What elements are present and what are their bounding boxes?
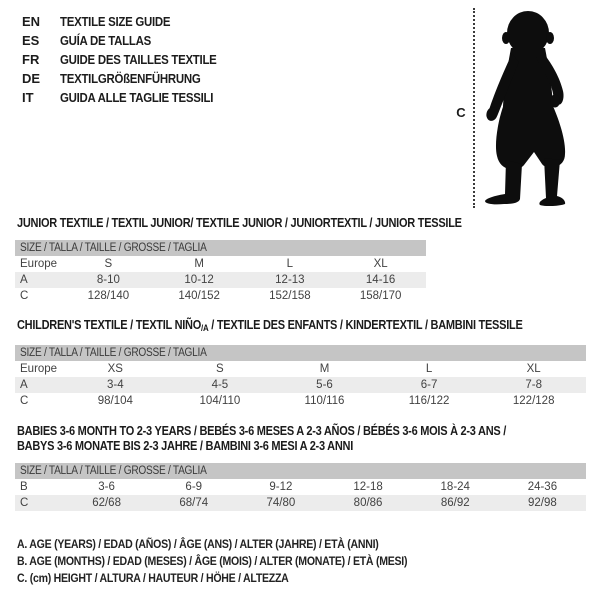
size-header-text: SIZE / TALLA / TAILLE / GRÖSSE / TAGLIA <box>20 347 207 359</box>
size-cell: 80/86 <box>353 497 383 509</box>
size-cell: S <box>104 258 113 270</box>
size-cell: 140/152 <box>178 290 220 302</box>
size-cell: 6-9 <box>185 481 203 493</box>
size-cell: 4-5 <box>211 379 229 391</box>
size-cell: 110/116 <box>304 395 345 407</box>
size-header-text: SIZE / TALLA / TAILLE / GRÖSSE / TAGLIA <box>20 465 207 477</box>
language-code: IT <box>22 90 34 105</box>
size-cell: 92/98 <box>528 497 557 509</box>
table-row <box>15 272 426 288</box>
size-cell: 8-10 <box>96 274 120 286</box>
size-cell: M <box>194 258 204 270</box>
size-cell: L <box>425 363 433 375</box>
table-row <box>15 361 586 377</box>
size-cell: 12-13 <box>275 274 305 286</box>
size-cell: XS <box>107 363 123 375</box>
size-cell: 158/170 <box>359 290 402 302</box>
row-label: A <box>20 379 28 391</box>
table-row <box>15 495 586 511</box>
language-title: GUIDE DES TAILLES TEXTILE <box>60 52 217 67</box>
size-header-text: SIZE / TALLA / TAILLE / GRÖSSE / TAGLIA <box>20 242 207 254</box>
baby-silhouette-icon <box>478 8 573 206</box>
babies-section-title <box>17 424 506 454</box>
size-cell: 152/158 <box>269 290 311 302</box>
size-cell: 3-6 <box>98 481 115 493</box>
size-cell: 7-8 <box>525 379 542 391</box>
size-cell: 62/68 <box>92 497 121 509</box>
children-title-post: / TEXTILE DES ENFANTS / KINDERTEXTIL / BAMBINI TESSILE <box>208 318 523 332</box>
row-label: Europe <box>20 258 58 270</box>
size-cell: 12-18 <box>353 481 383 493</box>
language-code: DE <box>22 71 41 86</box>
language-row <box>22 69 238 88</box>
footnote-a: A. AGE (YEARS) / EDAD (AÑOS) / ÂGE (ANS) / ALTER (JAHRE) / ETÀ (ANNI) <box>17 537 379 551</box>
row-label: Europe <box>20 363 58 375</box>
size-cell: 68/74 <box>179 497 209 509</box>
language-title: GUIDA ALLE TAGLIE TESSILI <box>60 90 214 105</box>
size-cell: 86/92 <box>440 497 470 509</box>
junior-section-title: JUNIOR TEXTILE / TEXTIL JUNIOR/ TEXTILE JUNIOR / JUNIORTEXTIL / JUNIOR TESSILE <box>17 216 462 230</box>
table-row <box>15 256 426 272</box>
table-row <box>15 377 586 393</box>
size-cell: 5-6 <box>316 379 333 391</box>
size-cell: XL <box>526 363 541 375</box>
language-row <box>22 88 238 107</box>
footnotes <box>17 536 460 587</box>
size-cell: 18-24 <box>440 481 470 493</box>
size-cell: 122/128 <box>512 395 555 407</box>
height-measure-label: C <box>456 105 466 120</box>
language-title: GUÍA DE TALLAS <box>60 33 151 48</box>
babies-size-table <box>15 463 586 511</box>
size-cell: 3-4 <box>106 379 124 391</box>
language-code: FR <box>22 52 40 67</box>
size-cell: 9-12 <box>269 481 293 493</box>
row-label: A <box>20 274 28 286</box>
size-cell: M <box>319 363 330 375</box>
footnote-c: C. (cm) HEIGHT / ALTURA / HAUTEUR / HÖHE / ALTEZZA <box>17 571 289 585</box>
children-size-table <box>15 345 586 409</box>
children-title-pre: CHILDREN'S TEXTILE / TEXTIL NIÑO <box>17 318 202 332</box>
row-label: C <box>20 497 29 509</box>
row-label: C <box>20 290 29 302</box>
size-cell: S <box>216 363 224 375</box>
footnote-b: B. AGE (MONTHS) / EDAD (MESES) / ÂGE (MOIS) / ALTER (MONATE) / ETÀ (MESI) <box>17 554 408 568</box>
size-cell: 6-7 <box>420 379 438 391</box>
language-row <box>22 12 238 31</box>
size-cell: 10-12 <box>184 274 214 286</box>
table-row <box>15 393 586 409</box>
size-cell: 116/122 <box>408 395 450 407</box>
junior-size-table <box>15 240 426 304</box>
size-cell: 98/104 <box>97 395 133 407</box>
table-row <box>15 479 586 495</box>
size-header-bar <box>15 240 426 256</box>
language-code: EN <box>22 14 41 29</box>
row-label: C <box>20 395 29 407</box>
size-header-bar <box>15 345 586 361</box>
language-row <box>22 50 238 69</box>
size-cell: L <box>286 258 294 270</box>
babies-title-line1: BABIES 3-6 MONTH TO 2-3 YEARS / BEBÉS 3-6 MESES A 2-3 AÑOS / BÉBÉS 3-6 MOIS À 2-3 ANS / <box>17 424 507 438</box>
children-section-title <box>17 318 523 336</box>
size-cell: 128/140 <box>87 290 130 302</box>
size-cell: 74/80 <box>266 497 296 509</box>
height-measure-line <box>473 8 475 208</box>
language-code: ES <box>22 33 40 48</box>
language-title: TEXTILGRÖßENFÜHRUNG <box>60 71 201 86</box>
language-title: TEXTILE SIZE GUIDE <box>60 14 171 29</box>
babies-title-line2: BABYS 3-6 MONATE BIS 2-3 JAHRE / BAMBINI 3-6 MESI A 2-3 ANNI <box>17 439 354 453</box>
row-label: B <box>20 481 28 493</box>
language-header <box>22 12 238 107</box>
size-cell: 104/110 <box>199 395 241 407</box>
size-cell: 14-16 <box>365 274 396 286</box>
size-cell: XL <box>373 258 388 270</box>
language-row <box>22 31 238 50</box>
table-row <box>15 288 426 304</box>
children-title-sub: /A <box>201 323 209 333</box>
size-header-bar <box>15 463 586 479</box>
size-cell: 24-36 <box>527 481 558 493</box>
